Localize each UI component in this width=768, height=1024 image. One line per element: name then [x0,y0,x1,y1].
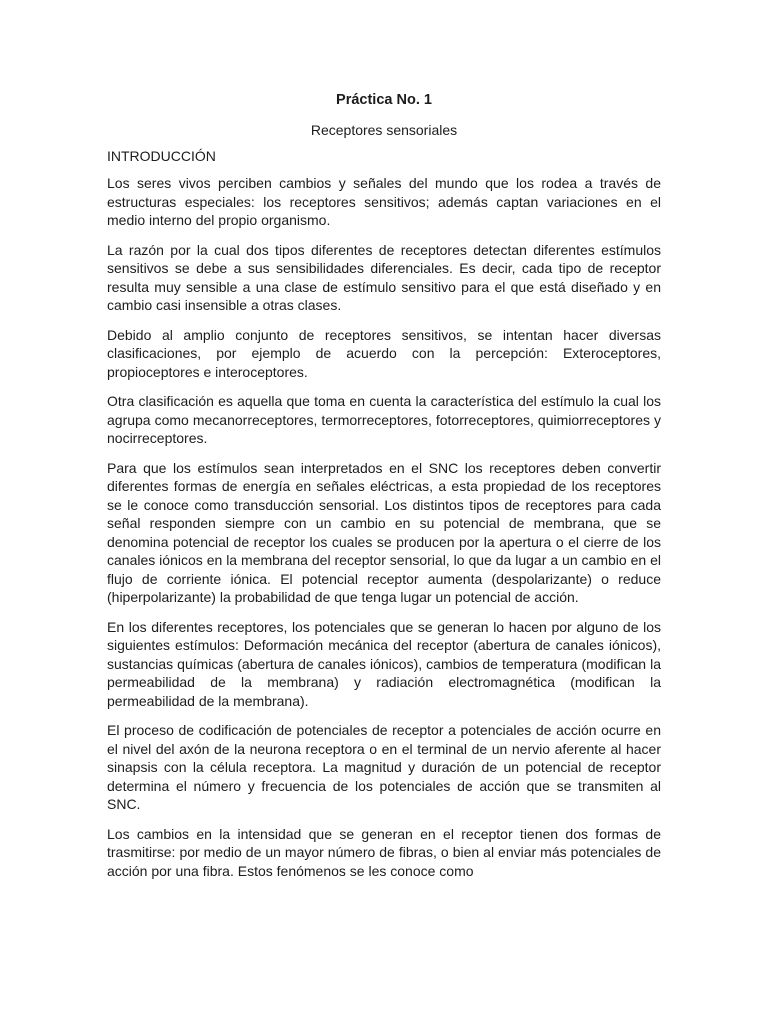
paragraph: Para que los estímulos sean interpretados en el SNC los receptores deben convertir diferentes formas de energía en señales eléctricas, a esta propiedad de los receptores se le conoce como transducción sensorial. Los distintos tipos de receptores para cada señal responden siempre con un cambio en su potencial de membrana, que se denomina potencial de receptor los cuales se producen por la apertura o el cierre de los canales iónicos en la membrana del receptor sensorial, lo que da lugar a un cambio en el flujo de corriente iónica. El potencial receptor aumenta (despolarizante) o reduce (hiperpolarizante) la probabilidad de que tenga lugar un potencial de acción. [107,459,661,605]
paragraph: En los diferentes receptores, los potenciales que se generan lo hacen por alguno de los siguientes estímulos: Deformación mecánica del receptor (abertura de canales iónicos), sustancias químicas (abertura de canales iónicos), cambios de temperatura (modifican la permeabilidad de la membrana) y radiación electromagnética (modifican la permeabilidad de la membrana). [107,618,661,709]
document-content [107,90,661,891]
page-subtitle: Receptores sensoriales [310,122,458,138]
section-heading: INTRODUCCIÓN [107,148,216,164]
paragraph: Los seres vivos perciben cambios y señales del mundo que los rodea a través de estructuras especiales: los receptores sensitivos; además captan variaciones en el medio interno del propio organismo. [107,175,661,228]
paragraph: Debido al amplio conjunto de receptores sensitivos, se intentan hacer diversas clasificaciones, por ejemplo de acuerdo con la percepción: Exteroceptores, propioceptores e interoceptores. [107,326,661,380]
page-title: Práctica No. 1 [336,92,432,108]
paragraph: El proceso de codificación de potenciales de receptor a potenciales de acción ocurre en el nivel del axón de la neurona receptora o en el terminal de un nervio aferente al hacer sinapsis con la célula receptora. La magnitud y duración de un potencial de receptor determina el número y frecuencia de los potenciales de acción que se transmiten al SNC. [107,722,661,812]
paragraph: La razón por la cual dos tipos diferentes de receptores detectan diferentes estímulos sensitivos se debe a sus sensibilidades diferenciales. Es decir, cada tipo de receptor resulta muy sensible a una clase de estímulo sensitivo para el que está diseñado y en cambio casi insensible a otras clases. [107,241,661,313]
paragraph: Otra clasificación es aquella que toma en cuenta la característica del estímulo la cual los agrupa como mecanorreceptores, termorreceptores, fotorreceptores, quimiorreceptores y nocirreceptores. [107,393,661,446]
paragraph: Los cambios en la intensidad que se generan en el receptor tienen dos formas de trasmitirse: por medio de un mayor número de fibras, o bien al enviar más potenciales de acción por una fibra. Estos fenómenos se les conoce como [107,825,661,879]
